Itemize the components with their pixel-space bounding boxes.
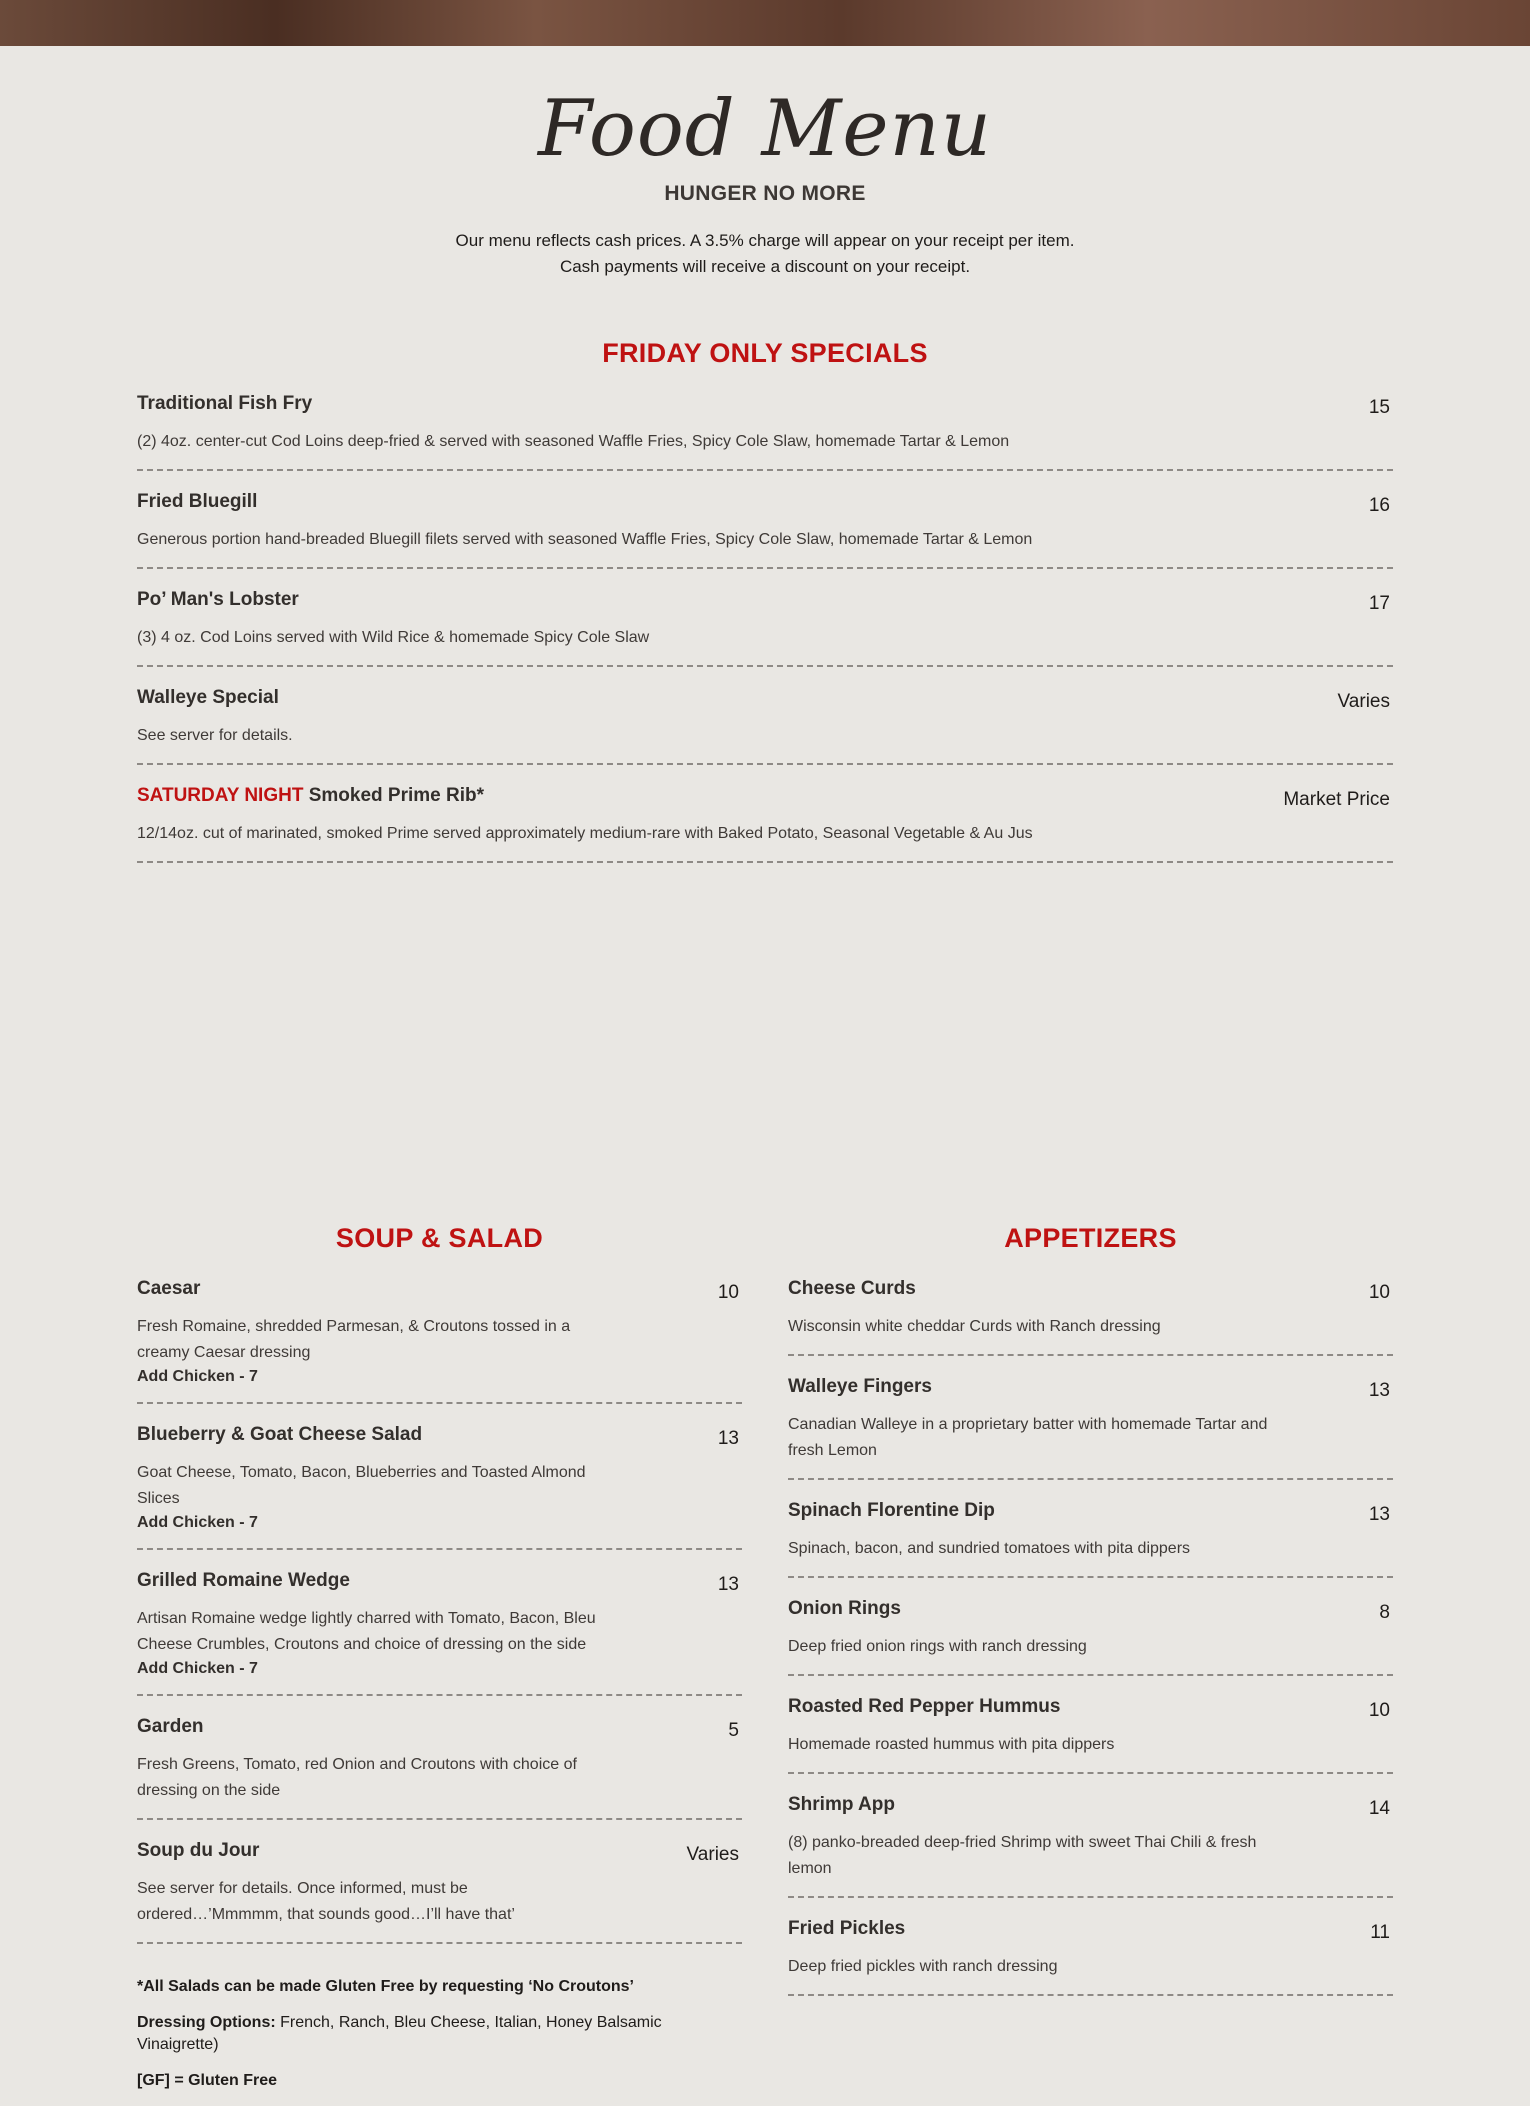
item-description: Generous portion hand-breaded Bluegill filets served with seasoned Waffle Fries, Spicy Cole Slaw, homemade Tartar & Lemon (137, 531, 1033, 548)
item-description: Homemade roasted hummus with pita dippers (788, 1736, 1115, 1753)
item-price: 10 (1368, 1282, 1390, 1303)
menu-item (788, 1690, 1393, 1774)
menu-item (137, 1418, 742, 1550)
item-highlight-label: SATURDAY NIGHT (137, 785, 304, 806)
dressing-options-note (137, 2012, 742, 2056)
menu-item (137, 1272, 742, 1404)
page-subtitle: HUNGER NO MORE (664, 182, 866, 205)
item-price: 13 (717, 1574, 739, 1595)
item-name: Shrimp App (788, 1794, 895, 1815)
item-name: Roasted Red Pepper Hummus (788, 1696, 1061, 1717)
menu-columns (137, 1223, 1393, 2106)
item-name: Caesar (137, 1278, 201, 1299)
item-name: Fried Pickles (788, 1918, 906, 1939)
menu-item (137, 779, 1393, 863)
dressing-options-label: Dressing Options: (137, 2014, 276, 2031)
menu-item (788, 1494, 1393, 1578)
item-name: Grilled Romaine Wedge (137, 1570, 350, 1591)
menu-header (0, 84, 1530, 280)
item-description: See server for details. (137, 727, 293, 744)
item-description: Deep fried pickles with ranch dressing (788, 1958, 1058, 1975)
page-title: Food Menu (538, 84, 992, 174)
section-title-soup-salad: SOUP & SALAD (335, 1223, 544, 1253)
menu-item (788, 1912, 1393, 1996)
dressing-options-value: French, Ranch, Bleu Cheese, Italian, Honey Balsamic Vinaigrette) (137, 2014, 662, 2053)
section-title-specials: FRIDAY ONLY SPECIALS (602, 338, 928, 368)
item-name: Po’ Man's Lobster (137, 589, 299, 610)
item-description: Fresh Romaine, shredded Parmesan, & Croutons tossed in a creamy Caesar dressing (137, 1318, 571, 1361)
item-description: (8) panko-breaded deep-fried Shrimp with sweet Thai Chili & fresh lemon (788, 1834, 1257, 1877)
item-description: Canadian Walleye in a proprietary batter with homemade Tartar and fresh Lemon (788, 1416, 1268, 1459)
friday-specials-section (137, 338, 1393, 863)
menu-item (137, 681, 1393, 765)
item-price: 14 (1368, 1798, 1390, 1819)
item-price: 11 (1370, 1922, 1390, 1943)
item-name: Soup du Jour (137, 1840, 260, 1861)
item-add-on: Add Chicken - 7 (137, 1660, 258, 1677)
item-name: Cheese Curds (788, 1278, 916, 1299)
item-add-on: Add Chicken - 7 (137, 1514, 258, 1531)
item-price: 5 (728, 1720, 739, 1741)
item-name: Garden (137, 1716, 204, 1737)
item-name: Traditional Fish Fry (137, 393, 313, 414)
menu-item (137, 485, 1393, 569)
menu-item (788, 1788, 1393, 1898)
menu-item (137, 1564, 742, 1696)
menu-item (788, 1370, 1393, 1480)
pricing-notice (0, 228, 1530, 280)
pricing-notice-line-2: Cash payments will receive a discount on your receipt. (559, 257, 971, 276)
item-price: 16 (1368, 495, 1390, 516)
item-description: (2) 4oz. center-cut Cod Loins deep-fried & served with seasoned Waffle Fries, Spicy Cole Slaw, homemade Tartar & Lemon (137, 433, 1010, 450)
item-price: 10 (1368, 1700, 1390, 1721)
item-price: Varies (686, 1844, 739, 1865)
menu-item (137, 1710, 742, 1820)
item-name: Walleye Special (137, 687, 279, 708)
item-description: (3) 4 oz. Cod Loins served with Wild Rice & homemade Spicy Cole Slaw (137, 629, 650, 646)
gluten-free-note: *All Salads can be made Gluten Free by requesting ‘No Croutons’ (137, 1978, 634, 1995)
item-description: Wisconsin white cheddar Curds with Ranch dressing (788, 1318, 1161, 1335)
item-description: Fresh Greens, Tomato, red Onion and Croutons with choice of dressing on the side (137, 1756, 577, 1799)
appetizers-section (788, 1223, 1393, 2106)
item-price: 13 (1368, 1504, 1390, 1525)
item-name: Fried Bluegill (137, 491, 258, 512)
header-banner-image (0, 0, 1530, 46)
item-add-on: Add Chicken - 7 (137, 1368, 258, 1385)
menu-item (137, 1834, 742, 1944)
item-description: Artisan Romaine wedge lightly charred with Tomato, Bacon, Bleu Cheese Crumbles, Croutons and choice of dressing on the side (137, 1610, 596, 1653)
item-price: 8 (1379, 1602, 1390, 1623)
pricing-notice-line-1: Our menu reflects cash prices. A 3.5% charge will appear on your receipt per item. (455, 231, 1075, 250)
menu-item (137, 387, 1393, 471)
menu-item (788, 1272, 1393, 1356)
item-price: Market Price (1283, 789, 1390, 810)
item-name: Spinach Florentine Dip (788, 1500, 995, 1521)
item-price: 10 (717, 1282, 739, 1303)
item-description: Spinach, bacon, and sundried tomatoes with pita dippers (788, 1540, 1191, 1557)
item-price: 17 (1368, 593, 1390, 614)
soup-salad-section (137, 1223, 742, 2106)
item-name: Onion Rings (788, 1598, 901, 1619)
item-description: Deep fried onion rings with ranch dressing (788, 1638, 1087, 1655)
item-description: 12/14oz. cut of marinated, smoked Prime served approximately medium-rare with Baked Potato, Seasonal Vegetable & Au Jus (137, 825, 1033, 842)
item-name (137, 785, 484, 807)
item-description: Goat Cheese, Tomato, Bacon, Blueberries and Toasted Almond Slices (137, 1464, 586, 1507)
gf-key-note: [GF] = Gluten Free (137, 2072, 278, 2089)
item-description: See server for details. Once informed, must be ordered…’Mmmmm, that sounds good…I’ll have that’ (137, 1880, 515, 1923)
menu-item (788, 1592, 1393, 1676)
item-price: 15 (1368, 397, 1390, 418)
item-name: Walleye Fingers (788, 1376, 932, 1397)
item-price: 13 (717, 1428, 739, 1449)
item-name-text: Smoked Prime Rib* (308, 785, 485, 806)
item-name: Blueberry & Goat Cheese Salad (137, 1424, 423, 1445)
menu-item (137, 583, 1393, 667)
item-price: 13 (1368, 1380, 1390, 1401)
item-price: Varies (1337, 691, 1390, 712)
section-title-appetizers: APPETIZERS (1004, 1223, 1177, 1253)
menu-footnotes (137, 1976, 742, 2092)
